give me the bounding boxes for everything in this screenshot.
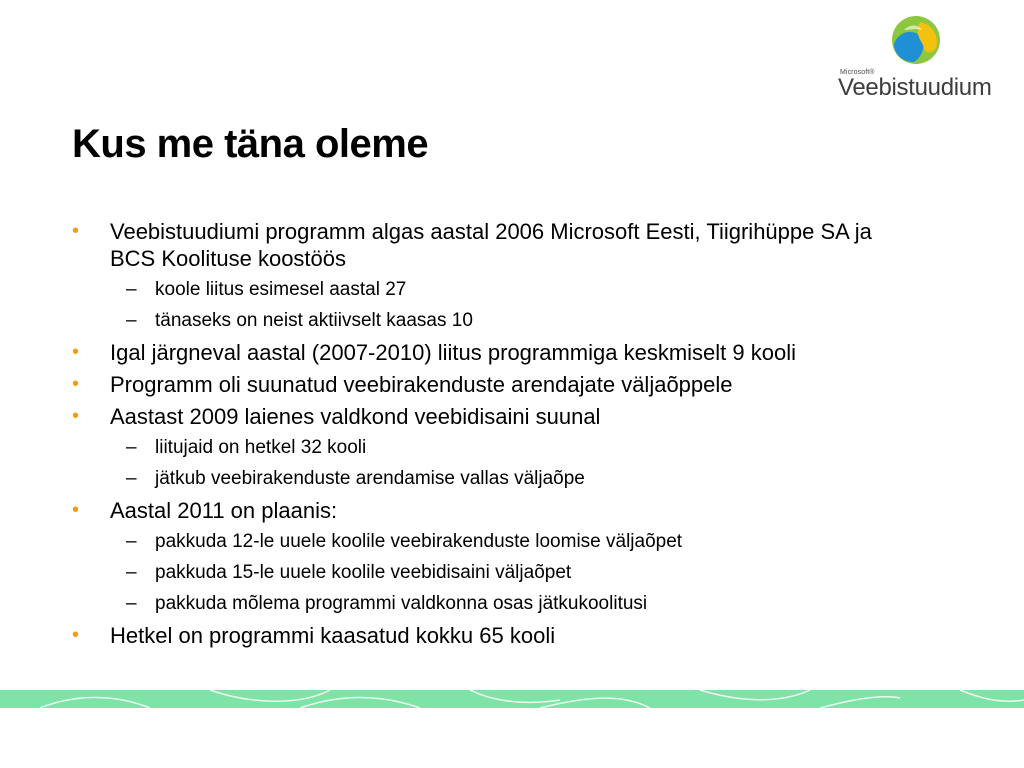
band-pattern-graphic — [0, 690, 1024, 708]
bullet-item — [72, 218, 922, 272]
sub-bullet-item — [72, 308, 922, 333]
bullet-text: Aastal 2011 on plaanis: — [110, 498, 338, 523]
sub-bullet-text: liitujaid on hetkel 32 kooli — [155, 437, 367, 458]
sub-bullet-item — [72, 560, 922, 585]
bullet-item — [72, 497, 922, 524]
bullet-list — [72, 218, 922, 654]
bullet-dot-icon: • — [72, 373, 80, 395]
bullet-dot-icon: • — [72, 405, 80, 427]
dash-icon: – — [126, 531, 137, 552]
sub-bullet-text: jätkub veebirakenduste arendamise vallas väljaõpe — [155, 468, 585, 489]
bullet-item — [72, 622, 922, 649]
slide-title: Kus me täna oleme — [72, 122, 429, 166]
sub-bullet-text: pakkuda 12-le uuele koolile veebirakenduste loomise väljaõpet — [155, 531, 683, 552]
sub-bullet-item — [72, 591, 922, 616]
sub-bullet-item — [72, 435, 922, 460]
sub-bullet-text: koole liitus esimesel aastal 27 — [155, 279, 407, 300]
bullet-dot-icon: • — [72, 624, 80, 646]
bullet-text: Programm oli suunatud veebirakenduste arendajate väljaõppele — [110, 372, 733, 397]
sub-bullet-text: tänaseks on neist aktiivselt kaasas 10 — [155, 310, 473, 331]
bullet-dot-icon: • — [72, 220, 80, 242]
dash-icon: – — [126, 562, 137, 583]
bullet-item — [72, 371, 922, 398]
dash-icon: – — [126, 468, 137, 489]
sub-bullet-item — [72, 277, 922, 302]
sub-bullet-item — [72, 529, 922, 554]
logo-vendor-text: Microsoft® — [840, 69, 875, 76]
bullet-text: Igal järgneval aastal (2007-2010) liitus programmiga keskmiselt 9 kooli — [110, 340, 796, 365]
bullet-text: Aastast 2009 laienes valdkond veebidisaini suunal — [110, 404, 601, 429]
dash-icon: – — [126, 437, 137, 458]
dash-icon: – — [126, 310, 137, 331]
dash-icon: – — [126, 593, 137, 614]
bullet-dot-icon: • — [72, 499, 80, 521]
veebistuudium-logo — [838, 14, 998, 104]
bullet-item — [72, 403, 922, 430]
bullet-item — [72, 339, 922, 366]
bullet-text: Veebistuudiumi programm algas aastal 2006 Microsoft Eesti, Tiigrihüppe SA ja BCS Koolituse koostöös — [110, 219, 872, 271]
sub-bullet-text: pakkuda 15-le uuele koolile veebidisaini väljaõpet — [155, 562, 572, 583]
bullet-dot-icon: • — [72, 341, 80, 363]
dash-icon: – — [126, 279, 137, 300]
veebistuudium-swirl-logo-icon — [890, 14, 942, 66]
sub-bullet-text: pakkuda mõlema programmi valdkonna osas jätkukoolitusi — [155, 593, 648, 614]
logo-wordmark: Veebistuudium — [838, 74, 992, 101]
decorative-footer-band — [0, 690, 1024, 708]
sub-bullet-item — [72, 466, 922, 491]
bullet-text: Hetkel on programmi kaasatud kokku 65 kooli — [110, 623, 556, 648]
